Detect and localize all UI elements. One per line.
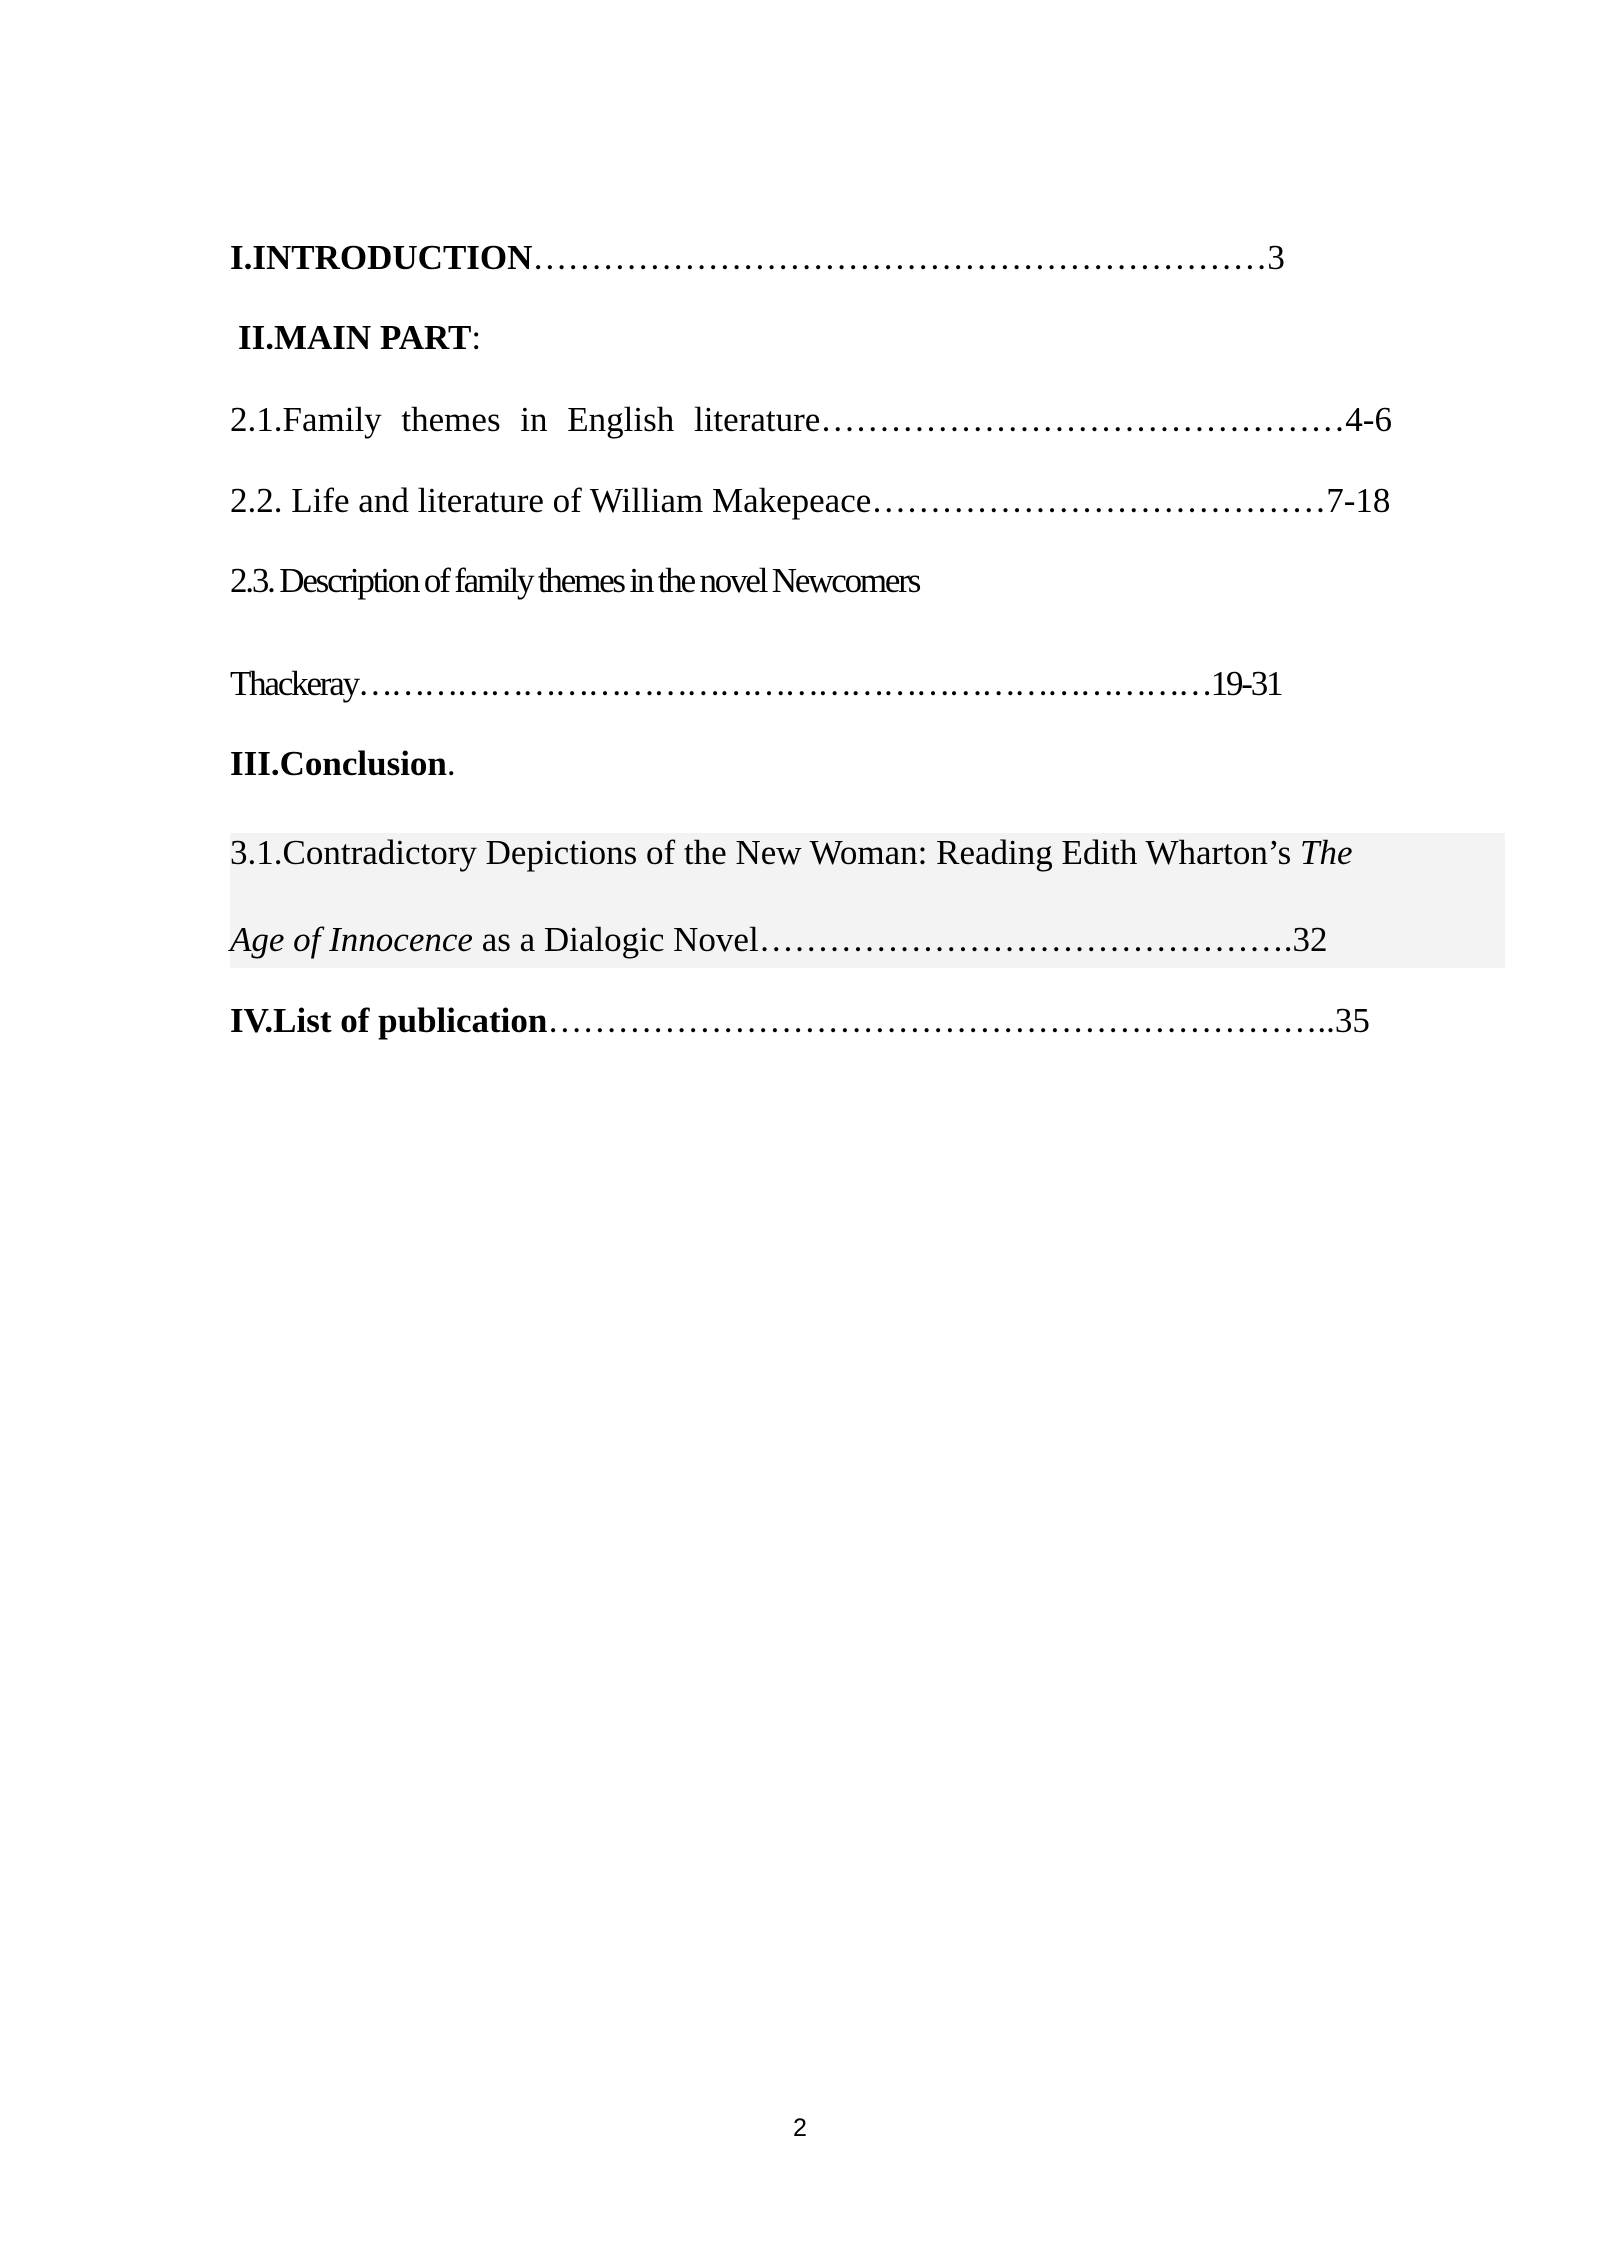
toc-label: III.Conclusion	[230, 744, 447, 783]
toc-page-number: 3	[1267, 238, 1285, 277]
toc-page-number: 35	[1334, 1001, 1370, 1040]
toc-leader-dots: ………………………………………………………	[532, 238, 1268, 277]
toc-page-number: 4-6	[1345, 400, 1392, 439]
toc-entry-3-1[interactable]	[230, 833, 1353, 873]
toc-label-italic: Age of Innocence	[230, 920, 473, 959]
toc-leader-dots: …………………………………	[871, 481, 1327, 520]
toc-leader-dots: ……………………………………………………………………	[357, 664, 1211, 703]
toc-label: 3.1.Contradictory Depictions of the New Woman: Reading Edith Wharton’s	[230, 833, 1300, 872]
toc-label: 2.3. Description of family themes in the novel Newcomers	[230, 561, 920, 600]
toc-entry-2-1[interactable]	[230, 400, 1392, 440]
toc-period: .	[446, 744, 456, 783]
toc-label: 2.2. Life and literature of William Makepeace	[230, 481, 872, 520]
footer-page-number: 2	[793, 2114, 807, 2142]
toc-heading-main-part	[238, 318, 481, 358]
toc-entry-publications[interactable]	[230, 1001, 1370, 1041]
toc-label: IV.List of publication	[230, 1001, 548, 1040]
toc-leader-dots: ………………………………………	[820, 400, 1346, 439]
toc-heading-conclusion	[230, 744, 456, 784]
toc-label: as a Dialogic Novel	[472, 920, 759, 959]
toc-label-continued: Thackeray	[230, 664, 358, 703]
toc-entry-2-2[interactable]	[230, 481, 1390, 521]
toc-leader-dots: …………………………………………………………..	[547, 1001, 1335, 1040]
toc-page-number: 7-18	[1326, 481, 1391, 520]
toc-entry-introduction[interactable]	[230, 238, 1285, 278]
toc-entry-3-1-continued[interactable]	[230, 920, 1327, 960]
toc-entry-2-3[interactable]	[230, 561, 919, 601]
toc-page-number: 32	[1292, 920, 1328, 959]
toc-label: I.INTRODUCTION	[230, 238, 533, 277]
toc-colon: :	[471, 318, 482, 357]
toc-leader-dots: ……………………………………….	[758, 920, 1293, 959]
toc-label: II.MAIN PART	[238, 318, 472, 357]
toc-entry-2-3-continued[interactable]	[230, 664, 1281, 704]
toc-label-italic: The	[1300, 833, 1353, 872]
toc-page-number: 19-31	[1210, 664, 1282, 703]
toc-label: 2.1.Family themes in English literature	[230, 400, 821, 439]
